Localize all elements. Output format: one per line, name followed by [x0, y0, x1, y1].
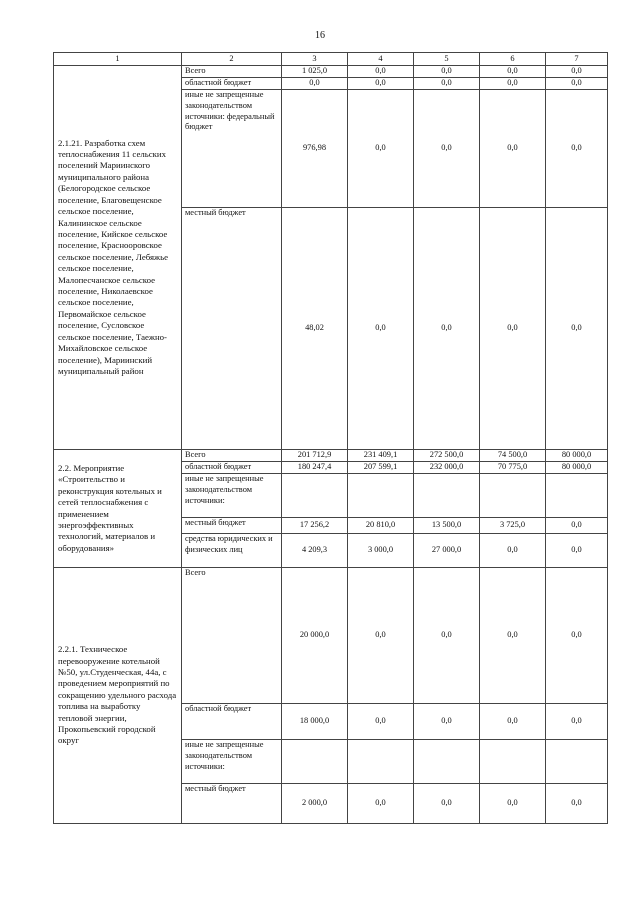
column-header: 3 — [282, 53, 348, 66]
table-cell: 2 000,0 — [282, 784, 348, 824]
page-number: 16 — [315, 30, 325, 41]
table-cell: 80 000,0 — [546, 462, 608, 474]
table-cell: 70 775,0 — [480, 462, 546, 474]
source-label: Всего — [182, 568, 282, 704]
table-cell: 0,0 — [348, 208, 414, 450]
column-header: 7 — [546, 53, 608, 66]
table-cell: 27 000,0 — [414, 534, 480, 568]
funding-table — [53, 52, 608, 824]
table-row — [54, 66, 608, 78]
table-cell — [546, 740, 608, 784]
table-cell: 0,0 — [546, 704, 608, 740]
table-cell: 0,0 — [414, 704, 480, 740]
table-cell: 0,0 — [282, 78, 348, 90]
source-label: иные не запрещенные законодательством источники: федеральный бюджет — [182, 90, 282, 208]
table-cell: 80 000,0 — [546, 450, 608, 462]
table-cell: 272 500,0 — [414, 450, 480, 462]
table-cell: 4 209,3 — [282, 534, 348, 568]
source-label: иные не запрещенные законодательством источники: — [182, 740, 282, 784]
table-cell: 20 000,0 — [282, 568, 348, 704]
source-label: местный бюджет — [182, 208, 282, 450]
table-cell: 0,0 — [348, 78, 414, 90]
table-row — [54, 450, 608, 462]
table-cell: 0,0 — [414, 784, 480, 824]
table-cell: 207 599,1 — [348, 462, 414, 474]
source-label: местный бюджет — [182, 784, 282, 824]
table-cell: 3 725,0 — [480, 518, 546, 534]
table-cell — [546, 474, 608, 518]
table-cell — [348, 740, 414, 784]
column-header: 1 — [54, 53, 182, 66]
table-cell: 48,02 — [282, 208, 348, 450]
table-cell: 18 000,0 — [282, 704, 348, 740]
table-row — [54, 568, 608, 704]
table-cell: 0,0 — [348, 704, 414, 740]
table-cell: 0,0 — [480, 90, 546, 208]
table-cell: 0,0 — [414, 208, 480, 450]
table-cell: 0,0 — [546, 78, 608, 90]
table-cell: 0,0 — [348, 568, 414, 704]
table-cell: 0,0 — [414, 90, 480, 208]
table-cell: 0,0 — [546, 90, 608, 208]
table-cell: 232 000,0 — [414, 462, 480, 474]
table-cell — [414, 740, 480, 784]
source-label: областной бюджет — [182, 78, 282, 90]
table-cell — [348, 474, 414, 518]
table-cell: 74 500,0 — [480, 450, 546, 462]
table-cell — [480, 740, 546, 784]
table-cell: 0,0 — [414, 568, 480, 704]
source-label: средства юридических и физических лиц — [182, 534, 282, 568]
source-label: Всего — [182, 450, 282, 462]
source-label: областной бюджет — [182, 462, 282, 474]
table-cell: 0,0 — [480, 568, 546, 704]
table-cell: 3 000,0 — [348, 534, 414, 568]
column-header: 6 — [480, 53, 546, 66]
source-label: местный бюджет — [182, 518, 282, 534]
table-cell — [414, 474, 480, 518]
table-cell: 180 247,4 — [282, 462, 348, 474]
table-cell: 0,0 — [546, 784, 608, 824]
table-cell: 0,0 — [480, 704, 546, 740]
table-cell: 0,0 — [480, 208, 546, 450]
table-cell: 0,0 — [480, 66, 546, 78]
table-cell: 0,0 — [414, 78, 480, 90]
table-cell: 0,0 — [348, 90, 414, 208]
table-cell: 0,0 — [348, 784, 414, 824]
table-cell: 0,0 — [480, 784, 546, 824]
column-header: 2 — [182, 53, 282, 66]
source-label: Всего — [182, 66, 282, 78]
table-cell: 0,0 — [348, 66, 414, 78]
table-cell: 0,0 — [480, 78, 546, 90]
source-label: областной бюджет — [182, 704, 282, 740]
table-cell: 0,0 — [414, 66, 480, 78]
table-cell: 0,0 — [546, 208, 608, 450]
table-cell: 1 025,0 — [282, 66, 348, 78]
table-cell — [282, 740, 348, 784]
activity-name: 2.1.21. Разработка схем теплоснабжения 11 сельских поселений Мариинского муниципального района (Белогородское сельское поселение, Благовещенское сельское поселение, Калининское сельское поселение, Кийское сельское поселение, Краснооровское сельское поселение, Лебяжье сельское поселение, Малопесчанское сельское поселение, Николаевское сельское поселение, Первомайское сельское поселение, Сусловское сельское поселение, Таежно-Михайловское сельское поселение), Мариинский муниципальный район — [54, 66, 182, 450]
source-label: иные не запрещенные законодательством источники: — [182, 474, 282, 518]
table-cell: 201 712,9 — [282, 450, 348, 462]
column-header: 4 — [348, 53, 414, 66]
table-cell: 0,0 — [546, 66, 608, 78]
activity-name: 2.2. Мероприятие «Строительство и реконструкция котельных и сетей теплоснабжения с применением энергоэффективных технологий, материалов и оборудования» — [54, 450, 182, 568]
table-cell: 17 256,2 — [282, 518, 348, 534]
table-cell: 976,98 — [282, 90, 348, 208]
table-cell: 231 409,1 — [348, 450, 414, 462]
column-header-row — [54, 53, 608, 66]
table-cell: 0,0 — [546, 518, 608, 534]
table-cell: 0,0 — [546, 534, 608, 568]
activity-name: 2.2.1. Техническое перевооружение котельной №50, ул.Студенческая, 44а, с проведением мероприятий по сокращению удельного расхода топлива на выработку тепловой энергии, Прокопьевский городской округ — [54, 568, 182, 824]
table-cell: 0,0 — [480, 534, 546, 568]
table-cell — [282, 474, 348, 518]
table-cell: 0,0 — [546, 568, 608, 704]
table-cell: 20 810,0 — [348, 518, 414, 534]
table-cell — [480, 474, 546, 518]
table-cell: 13 500,0 — [414, 518, 480, 534]
column-header: 5 — [414, 53, 480, 66]
